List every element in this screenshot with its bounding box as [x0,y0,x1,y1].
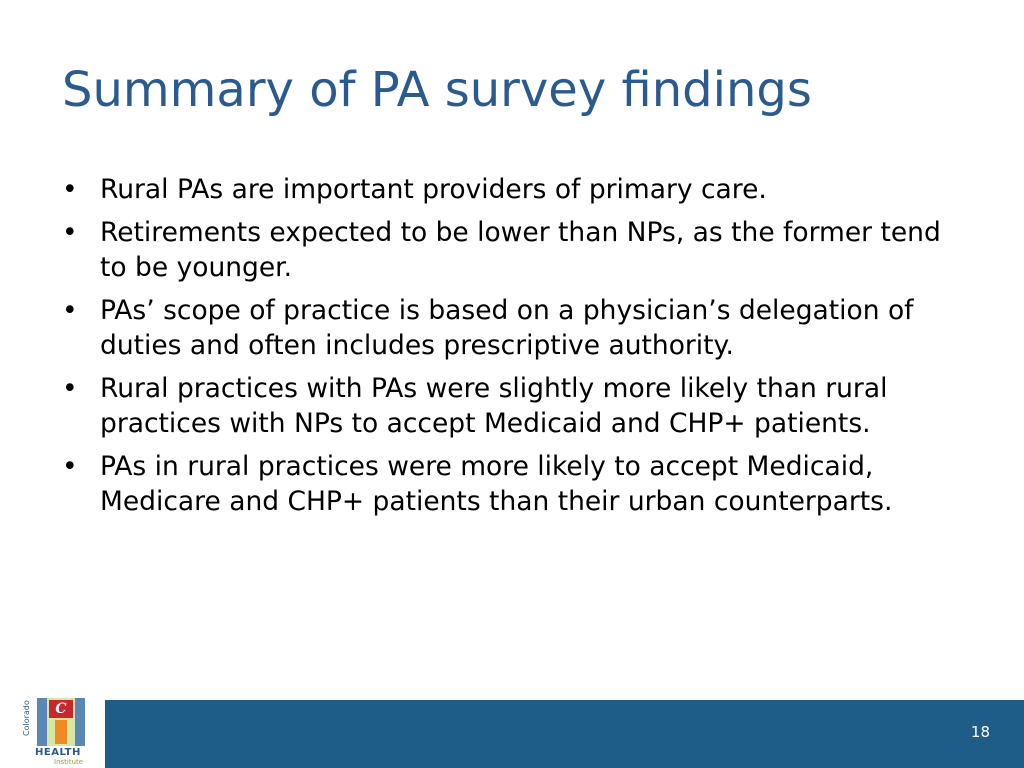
page-number: 18 [970,723,990,741]
bullet-dot-icon: • [62,373,78,404]
logo-red-block [49,700,73,718]
logo-word-health: HEALTH [35,747,81,758]
bullet-dot-icon: • [62,217,78,248]
bullet-text: PAs in rural practices were more likely to accept Medicaid, Medicare and CHP+ patients than their urban counterparts. [100,451,893,517]
bullet-item [62,172,962,207]
logo-letter: C [55,701,67,717]
logo-mark-icon [37,698,85,746]
logo-blue-bar-right [75,698,85,746]
bullet-dot-icon: • [62,295,78,326]
slide-title: Summary of PA survey findings [62,62,812,118]
bullet-item [62,371,962,441]
bullet-item [62,293,962,363]
bullet-text: Rural PAs are important providers of primary care. [100,174,767,205]
footer-bar [105,700,1024,768]
bullet-dot-icon: • [62,451,78,482]
bullet-text: PAs’ scope of practice is based on a physician’s delegation of duties and often includes prescriptive authority. [100,295,914,361]
bullet-item [62,215,962,285]
bullet-item [62,449,962,519]
bullet-list [62,172,962,527]
bullet-dot-icon: • [62,174,78,205]
colorado-health-institute-logo [10,698,94,768]
logo-blue-bar-left [37,698,47,746]
bullet-text: Rural practices with PAs were slightly more likely than rural practices with NPs to accept Medicaid and CHP+ patients. [100,373,888,439]
logo-orange-block [55,720,67,744]
logo-side-text: Colorado [22,700,31,736]
logo-word-institute: Institute [54,758,84,766]
bullet-text: Retirements expected to be lower than NPs, as the former tend to be younger. [100,217,941,283]
